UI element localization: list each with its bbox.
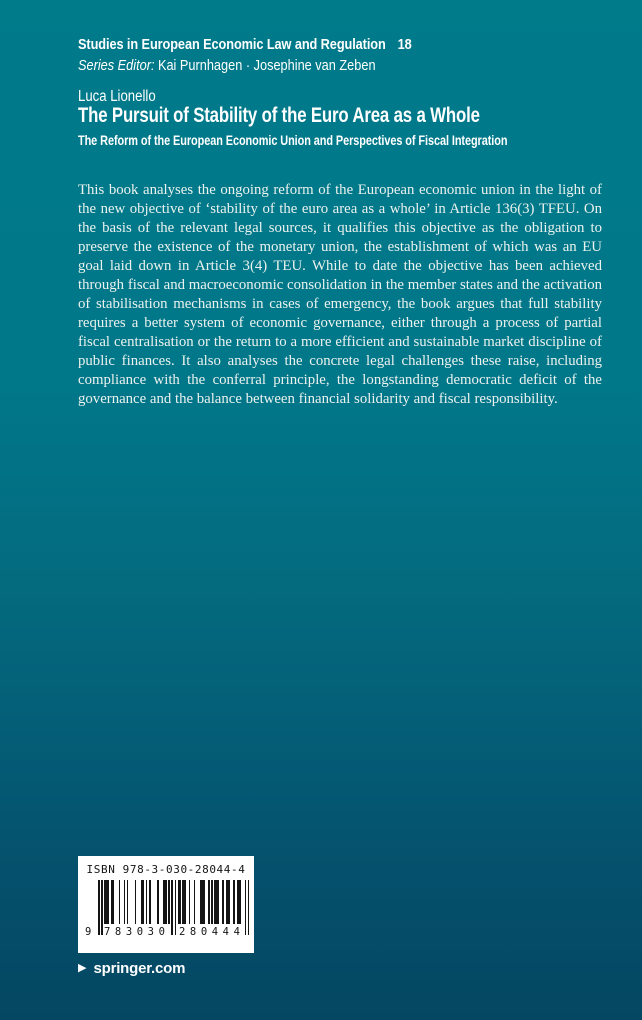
series-editor-line <box>78 57 428 74</box>
series-editor-label: Series Editor: <box>78 57 155 74</box>
book-subtitle: The Reform of the European Economic Union and Perspectives of Fiscal Integration <box>78 132 508 148</box>
isbn-label: ISBN 978-3-030-28044-4 <box>86 863 246 876</box>
springer-arrow-icon: ▶ <box>78 962 87 974</box>
barcode-digit-lead: 9 <box>85 926 92 938</box>
back-cover-blurb: This book analyses the ongoing reform of the European economic union in the light of the new objective of ‘stability of the euro area as a whole’ in Article 136(3) TFEU. On the basis of the relevant legal sources, it qualifies this objective as the obligation to preserve the existence of the monetary union, the establishment of which was an EU goal laid down in Article 3(4) TEU. While to date the objective has been achieved through fiscal and macroeconomic consolidation in the member states and the activation of stabilisation mechanisms in cases of emergency, the book argues that full stability requires a better system of economic governance, either through a process of partial fiscal centralisation or the return to a more efficient and sustainable market discipline of public finances. It also analyses the concrete legal challenges these raise, including compliance with the conferral principle, the longstanding democratic deficit of the governance and the balance between financial solidarity and fiscal responsibility. <box>78 182 602 407</box>
series-title-line <box>78 36 471 53</box>
series-volume: 18 <box>397 36 412 53</box>
series-title: Studies in European Economic Law and Regulation <box>78 36 386 53</box>
book-title: The Pursuit of Stability of the Euro Area as a Whole <box>78 104 480 127</box>
barcode-bars-icon <box>85 880 250 938</box>
publisher-footer <box>78 960 185 977</box>
isbn-barcode <box>78 856 254 953</box>
barcode-digits-left: 783030 <box>104 926 170 938</box>
series-editor-names: Kai Purnhagen · Josephine van Zeben <box>157 57 376 74</box>
springer-url[interactable]: springer.com <box>93 960 186 977</box>
barcode-digits-right: 280444 <box>179 926 245 938</box>
author-name: Luca Lionello <box>78 88 156 105</box>
